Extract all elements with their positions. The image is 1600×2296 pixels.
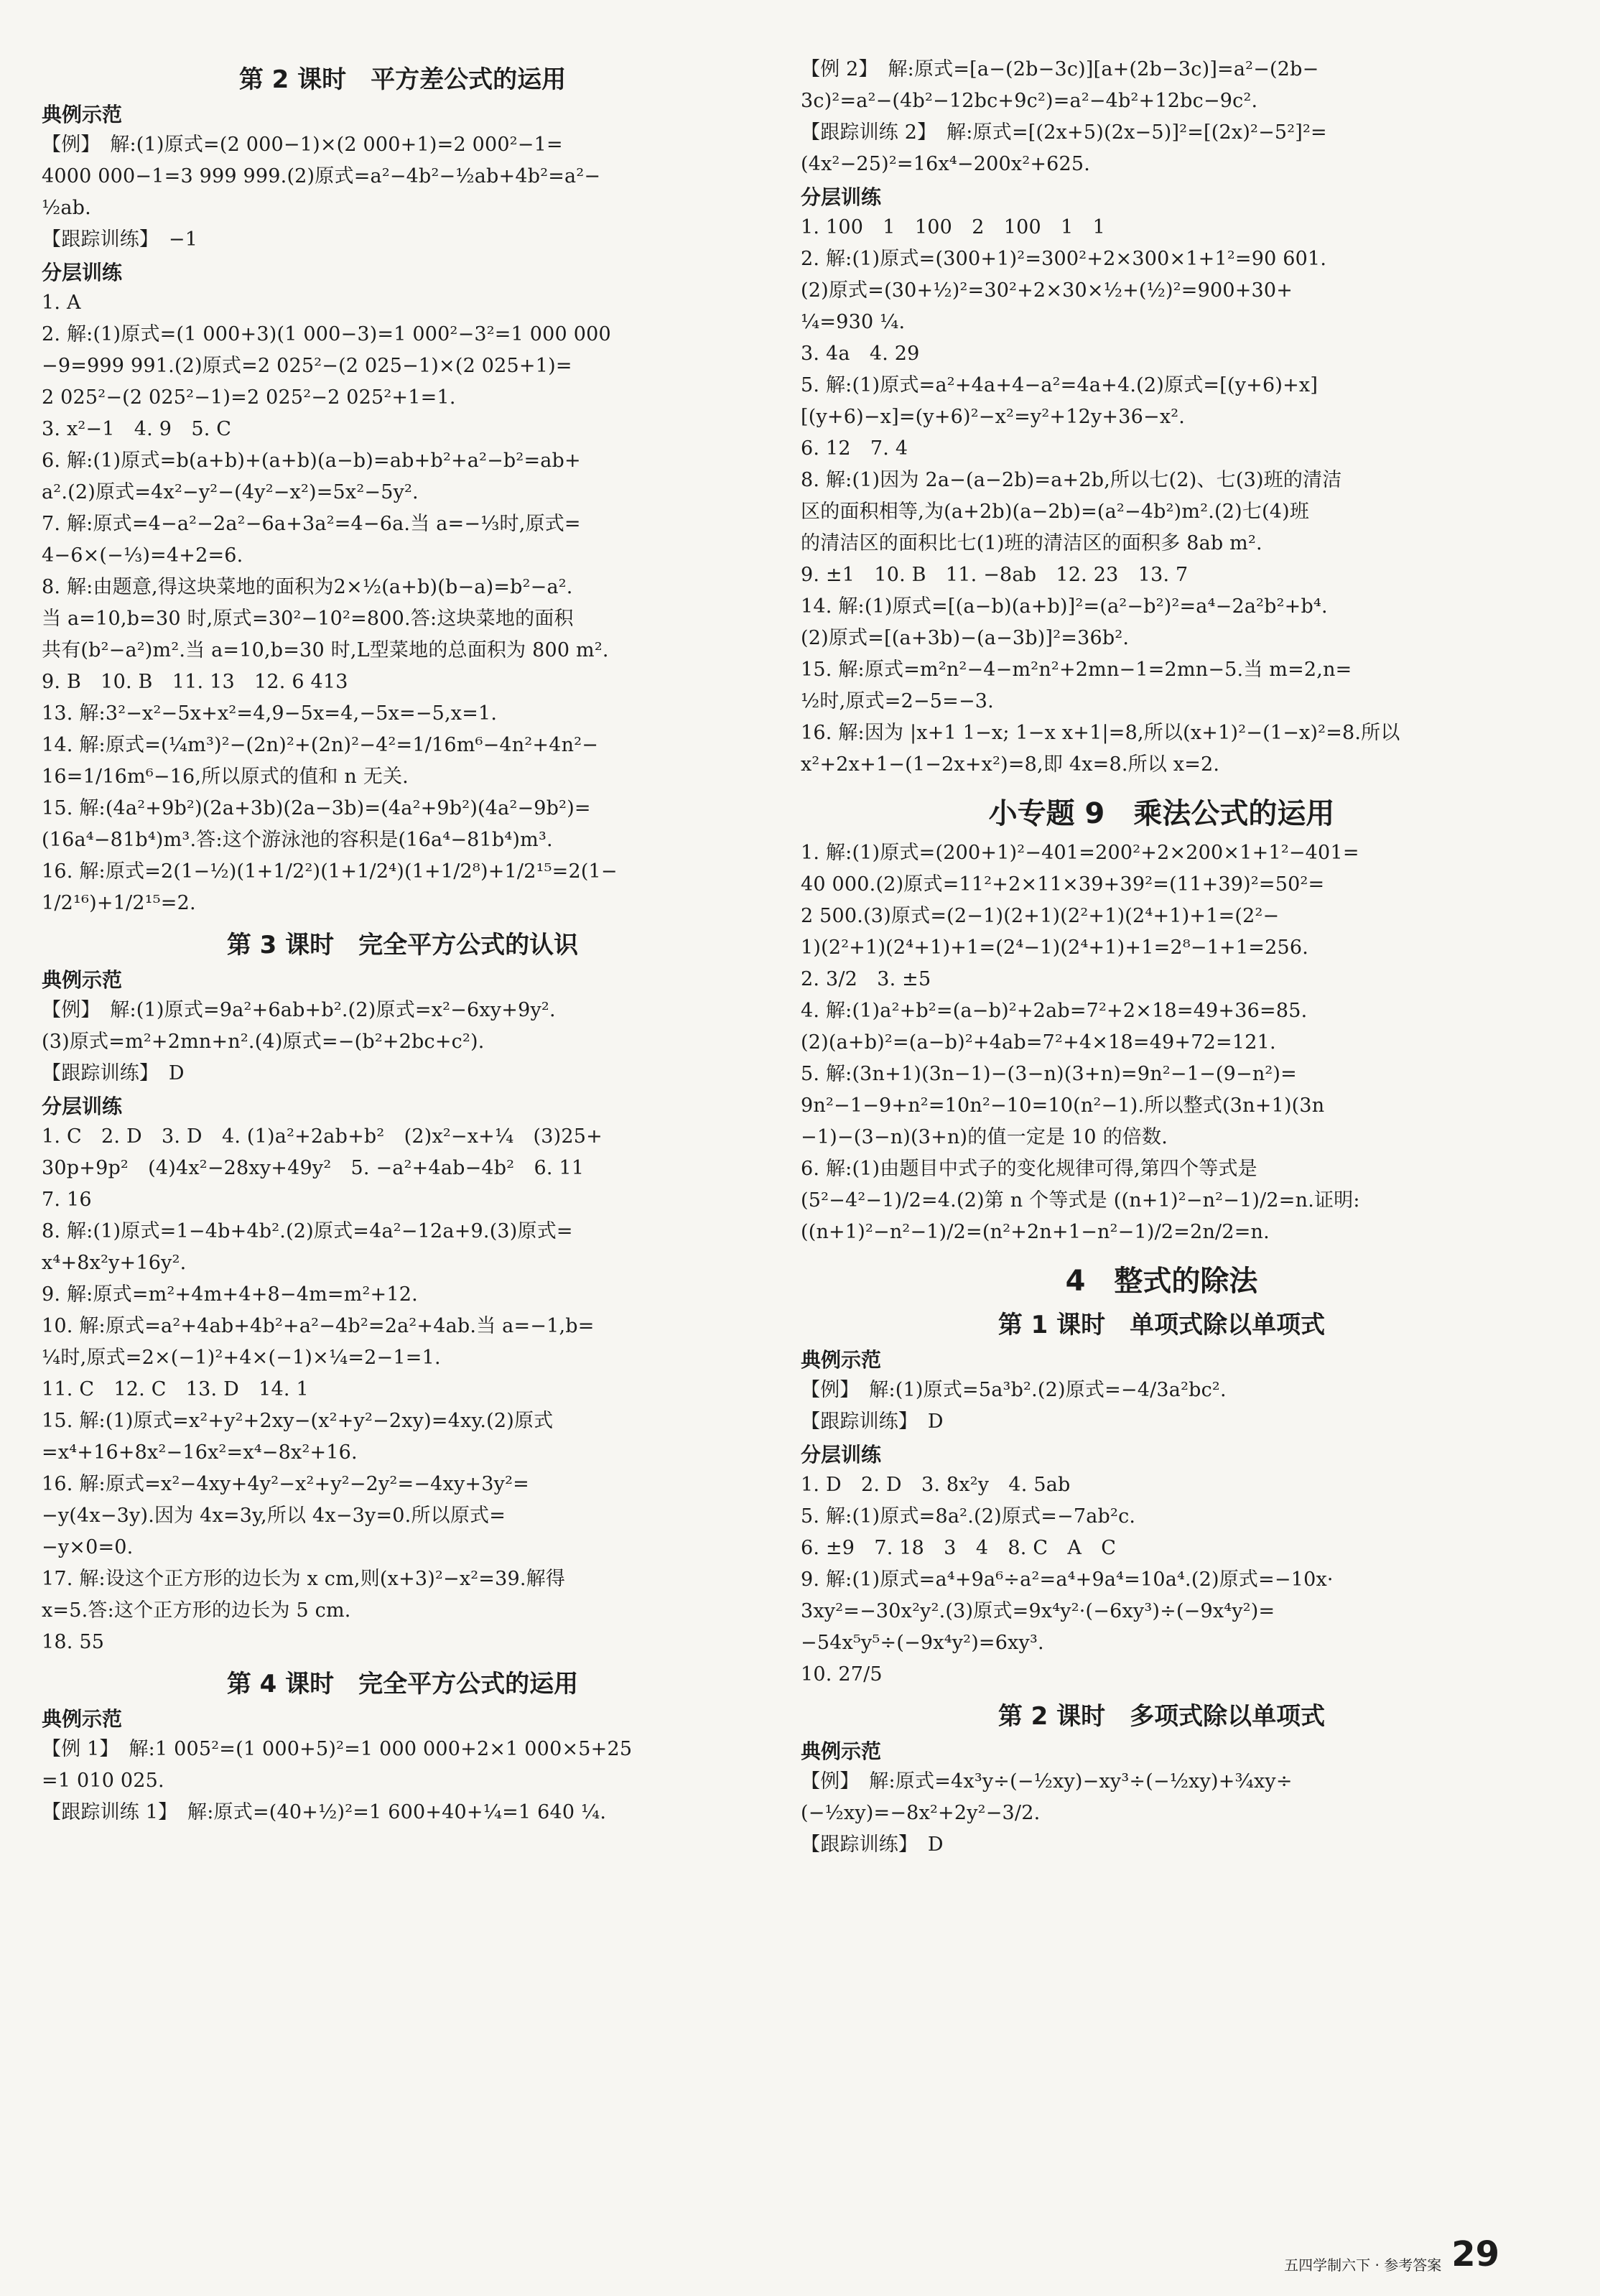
answer-line: 1. D 2. D 3. 8x²y 4. 5ab (801, 1474, 1071, 1496)
answer-line: x=5.答:这个正方形的边长为 5 cm. (42, 1599, 351, 1622)
answer-line: 30p+9p² (4)4x²−28xy+49y² 5. −a²+4ab−4b² 6. 11 (42, 1157, 585, 1179)
answer-line: 3. x²−1 4. 9 5. C (42, 418, 232, 440)
answer-line: 【例 1】 解:1 005²=(1 000+5)²=1 000 000+2×1 000×5+25 (42, 1738, 633, 1760)
answer-line: 3xy²=−30x²y².(3)原式=9x⁴y²·(−6xy³)÷(−9x⁴y²)= (801, 1600, 1275, 1622)
answer-line: 15. 解:(1)原式=x²+y²+2xy−(x²+y²−2xy)=4xy.(2)原式 (42, 1410, 554, 1432)
chapter-heading: 4 整式的除法 (1065, 1265, 1258, 1298)
answer-line: 【例 2】 解:原式=[a−(2b−3c)][a+(2b−3c)]=a²−(2b− (801, 58, 1319, 80)
answer-line: 【跟踪训练 1】 解:原式=(40+½)²=1 600+40+¼=1 640 ¼. (42, 1801, 607, 1823)
answer-line: 【例】 解:(1)原式=(2 000−1)×(2 000+1)=2 000²−1= (42, 134, 563, 156)
answer-line: 9. B 10. B 11. 13 12. 6 413 (42, 671, 348, 693)
text-block (42, 129, 763, 256)
answer-line: 16. 解:原式=2(1−½)(1+1/2²)(1+1/2⁴)(1+1/2⁸)+1/2¹⁵=2(1− (42, 860, 618, 883)
answer-line: 8. 解:(1)原式=1−4b+4b².(2)原式=4a²−12a+9.(3)原式= (42, 1220, 573, 1242)
answer-line: (2)(a+b)²=(a−b)²+4ab=7²+4×18=49+72=121. (801, 1031, 1276, 1054)
answer-line: 6. 12 7. 4 (801, 437, 908, 460)
answer-line: −9=999 991.(2)原式=2 025²−(2 025−1)×(2 025+1)= (42, 355, 572, 377)
answer-line: 【例】 解:原式=4x³y÷(−½xy)−xy³÷(−½xy)+¾xy÷ (801, 1770, 1293, 1793)
section-heading: 小专题 9 乘法公式的运用 (988, 797, 1335, 830)
answer-line: 10. 解:原式=a²+4ab+4b²+a²−4b²=2a²+4ab.当 a=−1,b= (42, 1315, 595, 1337)
answer-line: 10. 27/5 (801, 1663, 883, 1686)
answer-line: −y(4x−3y).因为 4x=3y,所以 4x−3y=0.所以原式= (42, 1505, 506, 1527)
text-block (42, 287, 763, 919)
answer-line: x²+2x+1−(1−2x+x²)=8,即 4x=8.所以 x=2. (801, 753, 1220, 776)
subsection-label: 典例示范 (42, 1707, 123, 1731)
section-heading: 第 2 课时 多项式除以单项式 (997, 1702, 1326, 1731)
answer-line: 【跟踪训练 2】 解:原式=[(2x+5)(2x−5)]²=[(2x)²−5²]²= (801, 121, 1327, 144)
answer-line: [(y+6)−x]=(y+6)²−x²=y²+12y+36−x². (801, 406, 1186, 428)
answer-line: a².(2)原式=4x²−y²−(4y²−x²)=5x²−5y². (42, 481, 419, 503)
answer-line: 1. 100 1 100 2 100 1 1 (801, 216, 1106, 238)
subsection-label: 典例示范 (801, 1348, 882, 1372)
answer-line: 18. 55 (42, 1631, 105, 1653)
section-heading: 第 4 课时 完全平方公式的运用 (226, 1670, 579, 1698)
answer-line: 40 000.(2)原式=11²+2×11×39+39²=(11+39)²=50²= (801, 873, 1325, 896)
answer-line: ¼=930 ¼. (801, 311, 906, 333)
subsection-label: 典例示范 (801, 1739, 882, 1763)
subsection-label: 分层训练 (42, 1094, 123, 1118)
answer-line: 11. C 12. C 13. D 14. 1 (42, 1378, 309, 1400)
answer-line: 5. 解:(3n+1)(3n−1)−(3−n)(3+n)=9n²−1−(9−n²)= (801, 1063, 1297, 1085)
answer-line: ¼时,原式=2×(−1)²+4×(−1)×¼=2−1=1. (42, 1347, 441, 1369)
answer-line: ((n+1)²−n²−1)/2=(n²+2n+1−n²−1)/2=2n/2=n. (801, 1221, 1270, 1243)
answer-line: 8. 解:(1)因为 2a−(a−2b)=a+2b,所以七(2)、七(3)班的清洁 (801, 469, 1342, 491)
answer-line: 14. 解:(1)原式=[(a−b)(a+b)]²=(a²−b²)²=a⁴−2a²b²+b⁴. (801, 595, 1328, 618)
answer-line: 16. 解:原式=x²−4xy+4y²−x²+y²−2y²=−4xy+3y²= (42, 1473, 529, 1495)
text-block (801, 1375, 1522, 1438)
answer-line: 【跟踪训练】 D (801, 1410, 944, 1433)
answer-line: 4−6×(−⅓)=4+2=6. (42, 544, 243, 567)
answer-line: 9. 解:原式=m²+4m+4+8−4m=m²+12. (42, 1283, 418, 1306)
answer-line: (5²−4²−1)/2=4.(2)第 n 个等式是 ((n+1)²−n²−1)/2=n.证明: (801, 1189, 1360, 1212)
subsection-label: 分层训练 (42, 261, 123, 284)
answer-line: 17. 解:设这个正方形的边长为 x cm,则(x+3)²−x²=39.解得 (42, 1568, 566, 1590)
text-block (42, 1734, 763, 1828)
answer-line: 5. 解:(1)原式=a²+4a+4−a²=4a+4.(2)原式=[(y+6)+x] (801, 374, 1318, 396)
text-block (801, 212, 1522, 781)
answer-line: (16a⁴−81b⁴)m³.答:这个游泳池的容积是(16a⁴−81b⁴)m³. (42, 829, 553, 851)
answer-line: 9n²−1−9+n²=10n²−10=10(n²−1).所以整式(3n+1)(3n (801, 1094, 1325, 1117)
answer-line: 6. 解:(1)由题目中式子的变化规律可得,第四个等式是 (801, 1158, 1257, 1180)
section-heading: 第 3 课时 完全平方公式的认识 (226, 931, 579, 959)
page-footer (1284, 2234, 1499, 2274)
answer-line: 2. 解:(1)原式=(300+1)²=300²+2×300×1+1²=90 601. (801, 248, 1327, 270)
answer-line: −y×0=0. (42, 1536, 134, 1558)
section-heading: 第 1 课时 单项式除以单项式 (997, 1311, 1326, 1339)
answer-line: 2. 3/2 3. ±5 (801, 968, 931, 990)
answer-line: 9. 解:(1)原式=a⁴+9a⁶÷a²=a⁴+9a⁴=10a⁴.(2)原式=−10x· (801, 1568, 1334, 1591)
answer-line: −1)−(3−n)(3+n)的值一定是 10 的倍数. (801, 1126, 1168, 1148)
subsection-label: 典例示范 (42, 103, 123, 126)
answer-line: 【跟踪训练】 −1 (42, 228, 198, 251)
answer-line: 【跟踪训练】 D (801, 1833, 944, 1856)
answer-line: 7. 16 (42, 1189, 92, 1211)
answer-line: 【例】 解:(1)原式=5a³b².(2)原式=−4/3a²bc². (801, 1379, 1227, 1401)
left-column (42, 54, 763, 1828)
answer-line: 2 500.(3)原式=(2−1)(2+1)(2²+1)(2⁴+1)+1=(2²− (801, 905, 1280, 927)
answer-line: 3c)²=a²−(4b²−12bc+9c²)=a²−4b²+12bc−9c². (801, 90, 1258, 112)
text-block (801, 837, 1522, 1248)
answer-line: 2. 解:(1)原式=(1 000+3)(1 000−3)=1 000²−3²=1 000 000 (42, 323, 611, 345)
answer-line: 共有(b²−a²)m².当 a=10,b=30 时,L型菜地的总面积为 800 m². (42, 639, 609, 661)
subsection-label: 分层训练 (801, 185, 882, 209)
answer-line: 1. A (42, 292, 81, 314)
answer-line: 1. 解:(1)原式=(200+1)²−401=200²+2×200×1+1²−401= (801, 842, 1359, 864)
text-block (801, 1766, 1522, 1861)
answer-line: 6. ±9 7. 18 3 4 8. C A C (801, 1537, 1117, 1559)
page-number: 29 (1451, 2234, 1499, 2274)
answer-line: 14. 解:原式=(¼m³)²−(2n)²+(2n)²−4²=1/16m⁶−4n²+4n²− (42, 734, 599, 756)
answer-line: 的清洁区的面积比七(1)班的清洁区的面积多 8ab m². (801, 532, 1262, 554)
answer-line: 5. 解:(1)原式=8a².(2)原式=−7ab²c. (801, 1505, 1136, 1528)
answer-line: 15. 解:(4a²+9b²)(2a+3b)(2a−3b)=(4a²+9b²)(4a²−9b²)= (42, 797, 591, 819)
answer-line: 区的面积相等,为(a+2b)(a−2b)=(a²−4b²)m².(2)七(4)班 (801, 501, 1310, 523)
text-block (801, 54, 1522, 180)
answer-line: 2 025²−(2 025²−1)=2 025²−2 025²+1=1. (42, 386, 456, 409)
answer-line: (3)原式=m²+2mn+n².(4)原式=−(b²+2bc+c²). (42, 1031, 485, 1053)
text-block (801, 1469, 1522, 1691)
answer-line: 15. 解:原式=m²n²−4−m²n²+2mn−1=2mn−5.当 m=2,n= (801, 659, 1352, 681)
answer-line: 当 a=10,b=30 时,原式=30²−10²=800.答:这块菜地的面积 (42, 608, 574, 630)
answer-line: 8. 解:由题意,得这块菜地的面积为2×½(a+b)(b−a)=b²−a². (42, 576, 573, 598)
answer-line: =1 010 025. (42, 1770, 164, 1792)
answer-line: 3. 4a 4. 29 (801, 343, 920, 365)
answer-line: 7. 解:原式=4−a²−2a²−6a+3a²=4−6a.当 a=−⅓时,原式= (42, 513, 581, 535)
subsection-label: 分层训练 (801, 1443, 882, 1467)
answer-line: (2)原式=[(a+3b)−(a−3b)]²=36b². (801, 627, 1130, 649)
answer-line: 13. 解:3²−x²−5x+x²=4,9−5x=4,−5x=−5,x=1. (42, 702, 498, 725)
answer-line: ½ab. (42, 197, 91, 219)
text-block (42, 995, 763, 1089)
section-heading: 第 2 课时 平方差公式的运用 (238, 65, 567, 94)
answer-line: 16=1/16m⁶−16,所以原式的值和 n 无关. (42, 766, 409, 788)
answer-line: x⁴+8x²y+16y². (42, 1252, 187, 1274)
answer-line: 1)(2²+1)(2⁴+1)+1=(2⁴−1)(2⁴+1)+1=2⁸−1+1=256. (801, 936, 1308, 959)
answer-line: (4x²−25)²=16x⁴−200x²+625. (801, 153, 1091, 175)
answer-line: 【例】 解:(1)原式=9a²+6ab+b².(2)原式=x²−6xy+9y². (42, 999, 556, 1021)
text-block (42, 1121, 763, 1658)
answer-line: 4000 000−1=3 999 999.(2)原式=a²−4b²−½ab+4b²=a²− (42, 165, 601, 187)
answer-line: 16. 解:因为 |x+1 1−x; 1−x x+1|=8,所以(x+1)²−(1−x)²=8.所以 (801, 722, 1400, 744)
answer-line: 9. ±1 10. B 11. −8ab 12. 23 13. 7 (801, 564, 1189, 586)
answer-line: ½时,原式=2−5=−3. (801, 690, 994, 712)
answer-line: (2)原式=(30+½)²=30²+2×30×½+(½)²=900+30+ (801, 279, 1293, 302)
right-column (801, 54, 1522, 1861)
answer-line: 【跟踪训练】 D (42, 1062, 185, 1084)
answer-line: =x⁴+16+8x²−16x²=x⁴−8x²+16. (42, 1441, 358, 1464)
answer-line: 1/2¹⁶)+1/2¹⁵=2. (42, 892, 196, 914)
answer-line: (−½xy)=−8x²+2y²−3/2. (801, 1802, 1041, 1824)
footer-label: 五四学制六下 · 参考答案 (1284, 2257, 1442, 2274)
answer-line: 4. 解:(1)a²+b²=(a−b)²+2ab=7²+2×18=49+36=85. (801, 1000, 1308, 1022)
answer-line: −54x⁵y⁵÷(−9x⁴y²)=6xy³. (801, 1632, 1044, 1654)
answer-line: 1. C 2. D 3. D 4. (1)a²+2ab+b² (2)x²−x+¼ (3)25+ (42, 1125, 603, 1148)
answer-line: 6. 解:(1)原式=b(a+b)+(a+b)(a−b)=ab+b²+a²−b²=ab+ (42, 450, 581, 472)
subsection-label: 典例示范 (42, 968, 123, 992)
